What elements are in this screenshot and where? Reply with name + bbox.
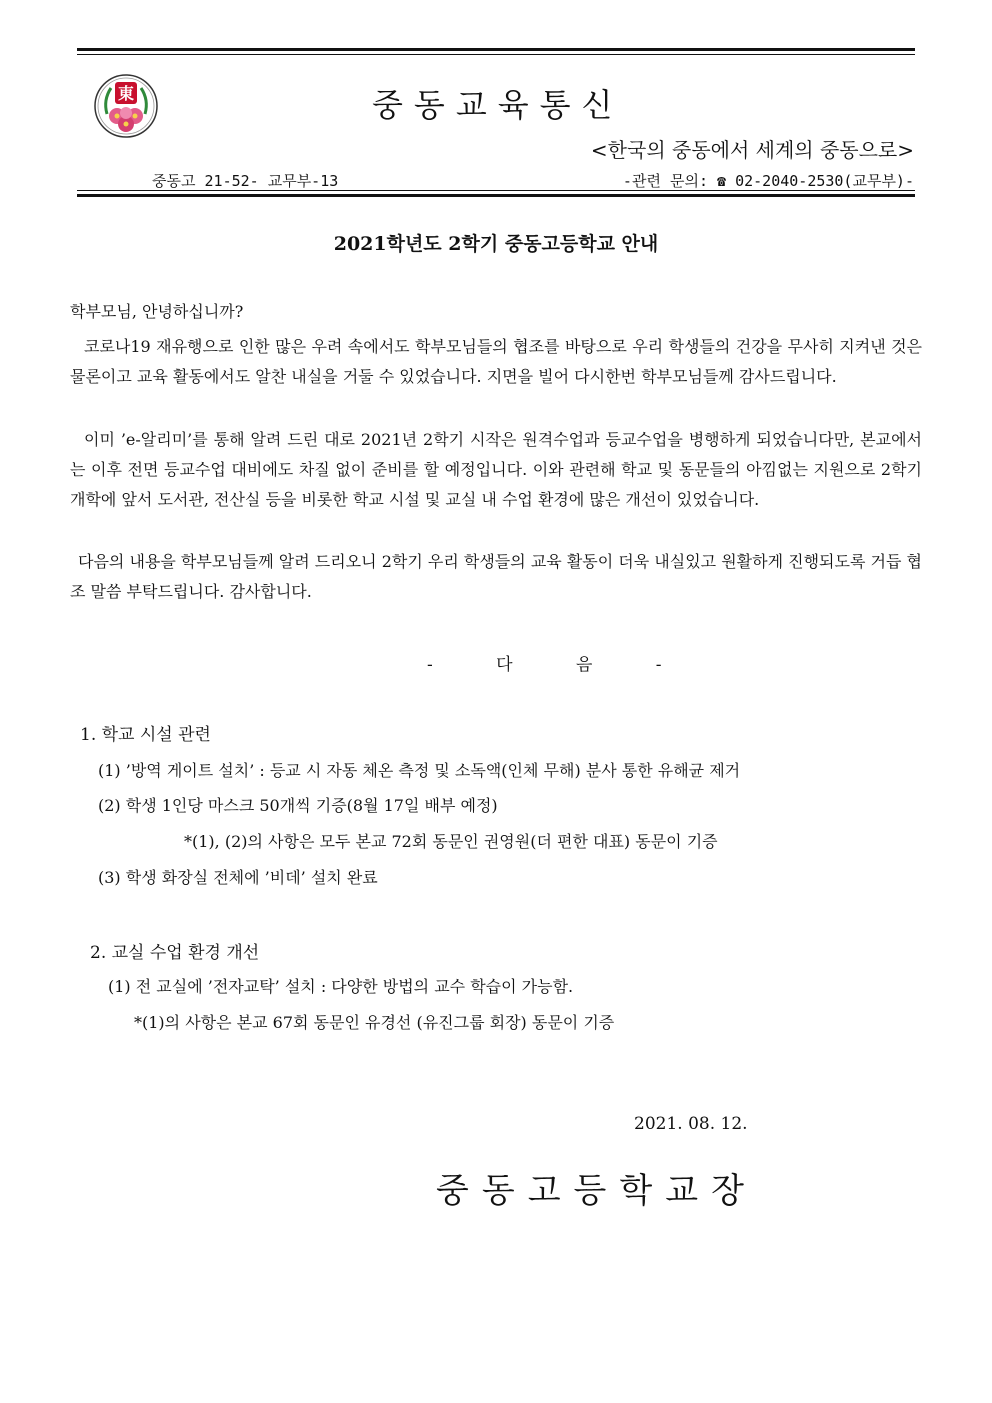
top-rule-thin bbox=[77, 54, 915, 55]
header-rule-thin bbox=[77, 190, 915, 191]
list-item: (2) 학생 1인당 마스크 50개씩 기증(8월 17일 배부 예정) bbox=[98, 796, 498, 815]
school-slogan: <한국의 중동에서 세계의 중동으로> bbox=[590, 138, 914, 162]
list-item: (3) 학생 화장실 전체에 ’비데’ 설치 완료 bbox=[98, 868, 378, 887]
section-title: 2. 교실 수업 환경 개선 bbox=[90, 943, 260, 963]
list-note: *(1)의 사항은 본교 67회 동문인 유경선 (유진그룹 회장) 동문이 기증 bbox=[134, 1013, 615, 1032]
paragraph: 코로나19 재유행으로 인한 많은 우려 속에서도 학부모님들의 협조를 바탕으로 우리 학생들의 건강을 무사히 지켜낸 것은 물론이고 교육 활동에서도 알찬 내실을 거둘 수 있었습니다. 지면을 빌어 다시한번 학부모님들께 감사드립니다. bbox=[70, 337, 922, 386]
paragraph: 다음의 내용을 학부모님들께 알려 드리오니 2학기 우리 학생들의 교육 활동이 더욱 내실있고 원활하게 진행되도록 거듭 협조 말씀 부탁드립니다. 감사합니다. bbox=[70, 552, 922, 601]
principal-signature: 중동고등학교장 bbox=[436, 1171, 757, 1211]
paragraph: 이미 ’e-알리미’를 통해 알려 드린 대로 2021년 2학기 시작은 원격수업과 등교수업을 병행하게 되었습니다만, 본교에서는 이후 전면 등교수업 대비에도 차질 없이 준비를 할 예정입니다. 이와 관련해 학교 및 동문들의 아낌없는 지원으로 2학기 개학에 앞서 도서관, 전산실 등을 비롯한 학교 시설 및 교실 내 수업 환경에 많은 개선이 있었습니다. bbox=[70, 430, 922, 509]
greeting: 학부모님, 안녕하십니까? bbox=[70, 302, 244, 321]
notice-heading: 2021학년도 2학기 중동고등학교 안내 bbox=[333, 233, 659, 255]
school-emblem-logo bbox=[93, 70, 159, 142]
document-number: 중동고 21-52- 교무부-13 bbox=[152, 172, 339, 190]
issue-date: 2021. 08. 12. bbox=[634, 1114, 748, 1134]
top-rule-thick bbox=[77, 48, 915, 51]
emblem-char: 東 bbox=[117, 84, 135, 103]
dagum-divider: - 다 음 - bbox=[427, 655, 662, 675]
contact-info: -관련 문의: ☎ 02-2040-2530(교무부)- bbox=[622, 172, 914, 190]
list-item: (1) 전 교실에 ’전자교탁’ 설치 : 다양한 방법의 교수 학습이 가능함. bbox=[108, 977, 574, 996]
section-title: 1. 학교 시설 관련 bbox=[80, 725, 211, 745]
list-note: *(1), (2)의 사항은 모두 본교 72회 동문인 권영원(더 편한 대표) 동문이 기증 bbox=[184, 832, 718, 851]
list-item: (1) ’방역 게이트 설치’ : 등교 시 자동 체온 측정 및 소독액(인체 무해) 분사 통한 유해균 제거 bbox=[98, 761, 741, 780]
newsletter-title: 중동교육통신 bbox=[372, 86, 624, 124]
header-rule-thick bbox=[77, 194, 915, 197]
